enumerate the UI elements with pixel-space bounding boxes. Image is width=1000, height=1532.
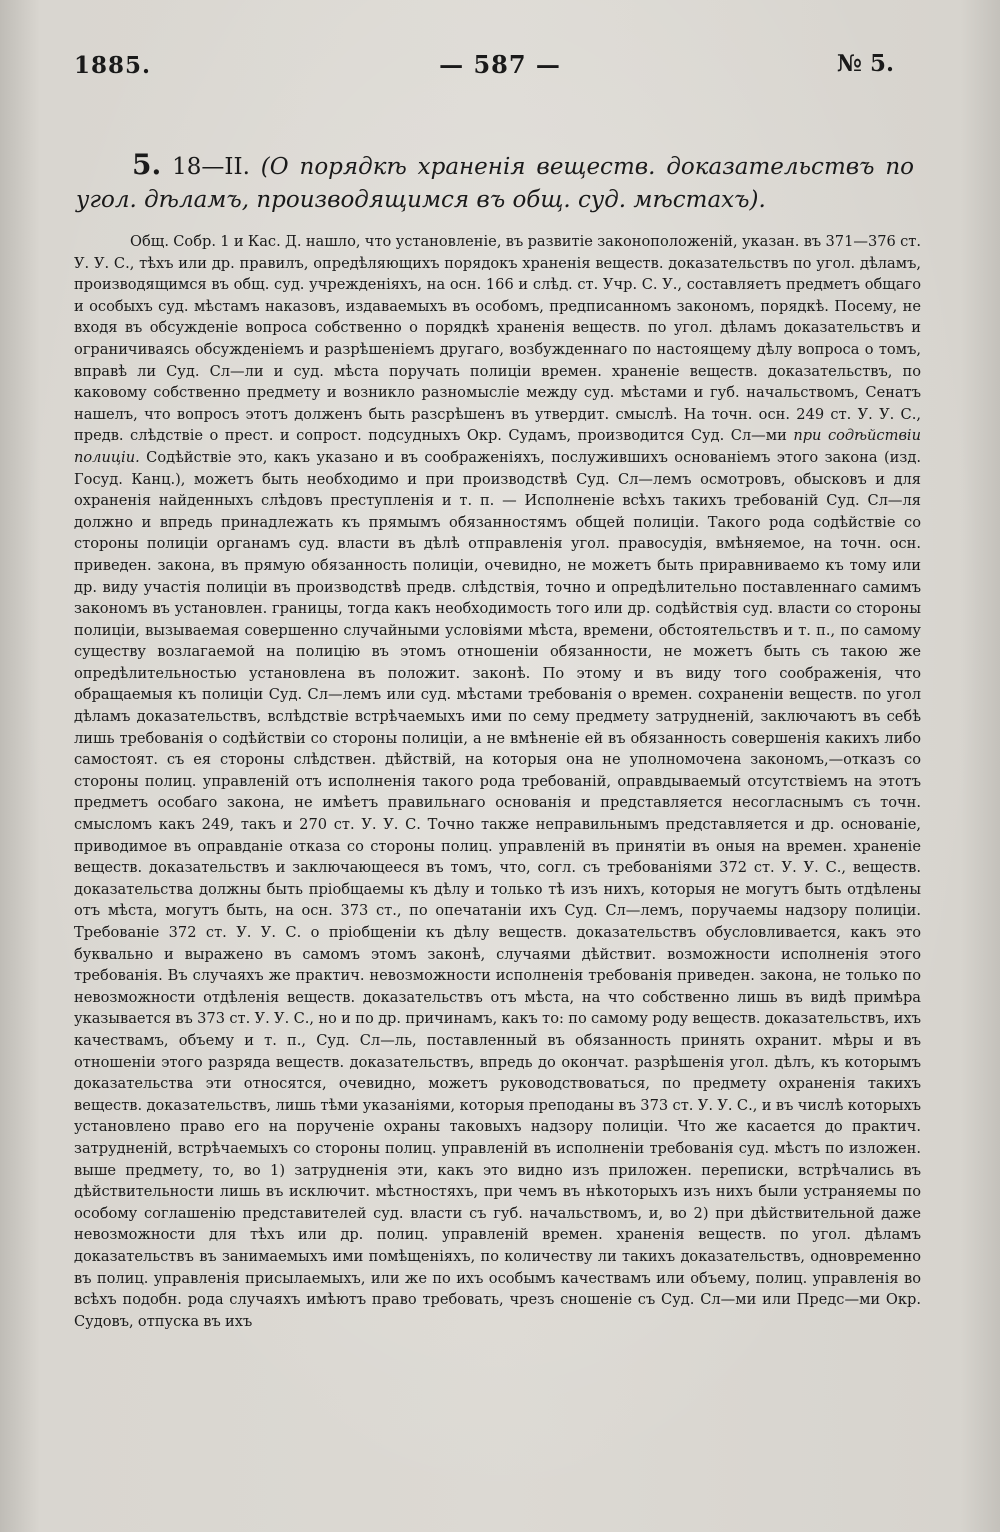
section-number: 5.	[132, 148, 162, 181]
section-title: (О порядкѣ храненія веществ. доказательствъ по угол. дѣламъ, производящимся въ общ. суд. мѣстахъ).	[76, 154, 915, 213]
header-issue-number: № 5.	[836, 50, 894, 77]
body-paragraph	[74, 231, 921, 1332]
section-date: 18—II.	[172, 154, 250, 180]
page-header	[0, 44, 1000, 84]
body-text-part-2: Содѣйствіе это, какъ указано и въ соображеніяхъ, послужившихъ основаніемъ этого закона (изд. Госуд. Канц.), можетъ быть необходимо и при производствѣ Суд. Сл—лемъ осмотровъ, обысковъ и для охраненія найденныхъ слѣдовъ преступленія и т. п. — Исполненіе всѣхъ такихъ требованій Суд. Сл—ля должно и впредь принадлежать къ прямымъ обязанностямъ общей полиціи. Такого рода содѣйствіе со стороны полиціи органамъ суд. власти въ дѣлѣ отправленія угол. правосудія, вмѣняемое, на точн. осн. приведен. закона, въ прямую обязанность полиціи, очевидно, не можетъ быть приравниваемо къ тому или др. виду участія полиціи въ производствѣ предв. слѣдствія, точно и опредѣлительно поставленнаго самимъ закономъ въ установлен. границы, тогда какъ необходимость того или др. содѣйствія суд. власти со стороны полиціи, вызываемая совершенно случайными условіями мѣста, времени, обстоятельствъ и т. п., по самому существу возлагаемой на полицію въ этомъ отношеніи обязанности, не можетъ быть съ такою же опредѣлительностью установлена въ положит. законѣ. По этому и въ виду того соображенія, что обращаемыя къ полиціи Суд. Сл—лемъ или суд. мѣстами требованія о времен. сохраненіи веществ. по угол дѣламъ доказательствъ, вслѣдствіе встрѣчаемыхъ ими по сему предмету затрудненій, заключаютъ въ себѣ лишь требованія о содѣйствіи со стороны полиціи, а не вмѣненіе ей въ обязанность совершенія какихъ либо самостоят. съ ея стороны слѣдствен. дѣйствій, на которыя она не уполномочена закономъ,—отказъ со стороны полиц. управленій отъ исполненія такого рода требованій, оправдываемый отсутствіемъ на этотъ предметъ особаго закона, не имѣетъ правильнаго основанія и представляется несогласнымъ съ точн. смысломъ какъ 249, такъ и 270 ст. У. У. С. Точно также неправильнымъ представляется и др. основаніе, приводимое въ оправданіе отказа со стороны полиц. управленій въ принятіи въ оныя на времен. храненіе веществ. доказательствъ и заключающееся въ томъ, что, согл. съ требованіями 372 ст. У. У. С., веществ. доказательства должны быть пріобщаемы къ дѣлу и только тѣ изъ нихъ, которыя не могутъ быть отдѣлены отъ мѣста, могутъ быть, на осн. 373 ст., по опечатаніи ихъ Суд. Сл—лемъ, поручаемы надзору полиціи. Требованіе 372 ст. У. У. С. о пріобщеніи къ дѣлу веществ. доказательствъ обусловливается, какъ это буквально и выражено въ самомъ этомъ законѣ, случаями дѣйствит. возможности исполненія этого требованія. Въ случаяхъ же практич. невозможности исполненія требованія приведен. закона, не только по невозможности отдѣленія веществ. доказательствъ отъ мѣста, на что собственно лишь въ видѣ примѣра указывается въ 373 ст. У. У. С., но и по др. причинамъ, какъ то: по самому роду веществ. доказательствъ, ихъ качествамъ, объему и т. п., Суд. Сл—ль, поставленный въ обязанность принять охранит. мѣры и въ отношеніи этого разряда веществ. доказательствъ, впредь до окончат. разрѣшенія угол. дѣлъ, къ которымъ доказательства эти относятся, очевидно, можетъ руководствоваться, по предмету охраненія такихъ веществ. доказательствъ, лишь тѣми указаніями, которыя преподаны въ 373 ст. У. У. С., и въ числѣ которыхъ установлено право его на порученіе охраны таковыхъ надзору полиціи. Что же касается до практич. затрудненій, встрѣчаемыхъ со стороны полиц. управленій въ исполненіи требованія суд. мѣстъ по изложен. выше предмету, то, во 1) затрудненія эти, какъ это видно изъ приложен. переписки, встрѣчались въ дѣйствительности лишь въ исключит. мѣстностяхъ, при чемъ въ нѣкоторыхъ изъ нихъ были устраняемы по особому соглашенію представителей суд. власти съ губ. начальствомъ, и, во 2) при дѣйствительной даже невозможности для тѣхъ или др. полиц. управленій времен. храненія веществ. по угол. дѣламъ доказательствъ въ занимаемыхъ ими помѣщеніяхъ, по количеству ли такихъ доказательствъ, одновременно въ полиц. управленія присылаемыхъ, или же по ихъ особымъ качествамъ или объему, полиц. управленія во всѣхъ подобн. рода случаяхъ имѣютъ право требовать, чрезъ сношеніе съ Суд. Сл—ми или Предс—ми Окр. Судовъ, отпуска въ ихъ	[74, 448, 921, 1330]
header-page-number: — 587 —	[439, 50, 561, 79]
body-italic-phrase: при содѣйствіи полиціи.	[74, 427, 921, 466]
header-year: 1885.	[74, 52, 152, 79]
section-heading	[76, 148, 914, 217]
body-text-part-1: Общ. Собр. 1 и Кас. Д. нашло, что установленіе, въ развитіе законоположеній, указан. въ 371—376 ст. У. У. С., тѣхъ или др. правилъ, опредѣляющихъ порядокъ храненія веществ. доказательствъ по угол. дѣламъ, производящимся въ общ. суд. учрежденіяхъ, на осн. 166 и слѣд. ст. Учр. С. У., составляетъ предметъ общаго и особыхъ суд. мѣстамъ наказовъ, издаваемыхъ въ особомъ, предписанномъ закономъ, порядкѣ. Посему, не входя въ обсужденіе вопроса собственно о порядкѣ храненія веществ. по угол. дѣламъ доказательствъ и ограничиваясь обсужденіемъ и разрѣшеніемъ другаго, возбужденнаго по настоящему дѣлу вопроса о томъ, вправѣ ли Суд. Сл—ли и суд. мѣста поручать полиціи времен. храненіе веществ. доказательствъ, по каковому собственно предмету и возникло разномысліе между суд. мѣстами и губ. начальствомъ, Сенатъ нашелъ, что вопросъ этотъ долженъ быть разсрѣшенъ въ утвердит. смыслѣ. На точн. осн. 249 ст. У. У. С., предв. слѣдствіе о прест. и сопрост. подсудныхъ Окр. Судамъ, производится Суд. Сл—ми	[74, 233, 921, 445]
